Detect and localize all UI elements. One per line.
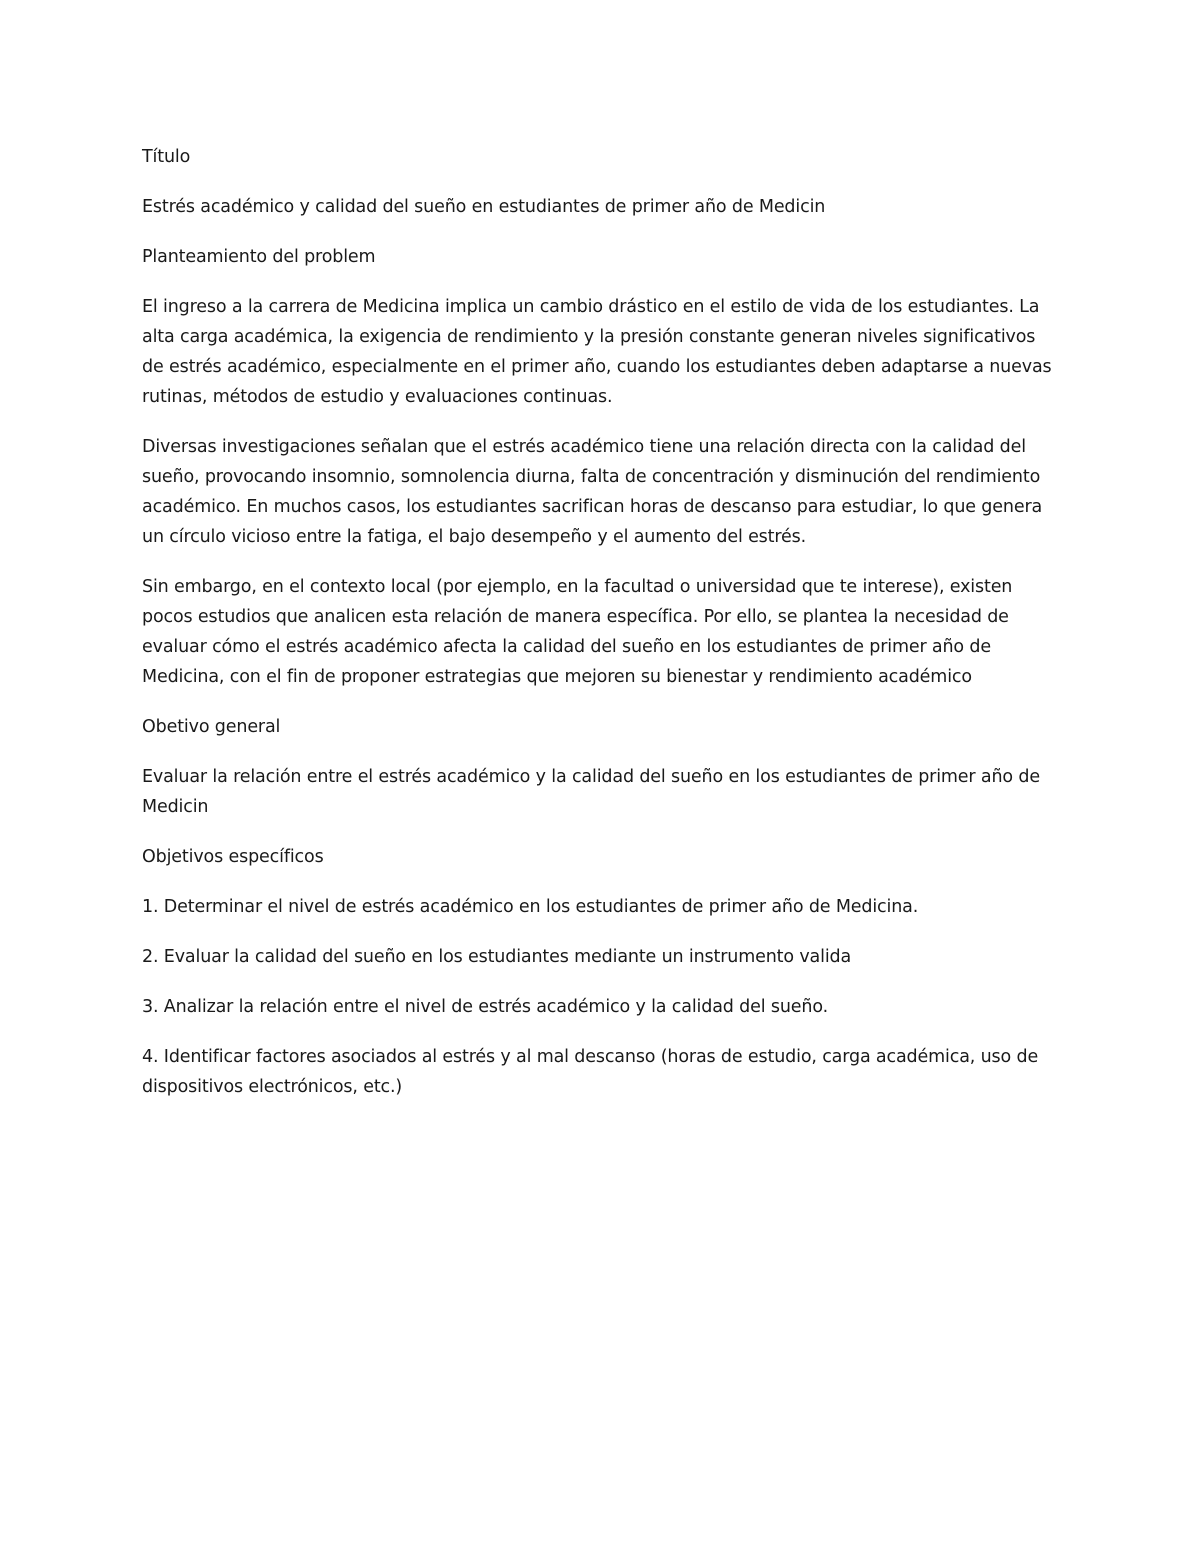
problem-paragraph-2: Diversas investigaciones señalan que el estrés académico tiene una relación directa con la calidad del sueño, provocando insomnio, somnolencia diurna, falta de concentración y disminución del rendimiento académico. En muchos casos, los estudiantes sacrifican horas de descanso para estudiar, lo que genera un círculo vicioso entre la fatiga, el bajo desempeño y el aumento del estrés. — [142, 437, 1043, 547]
specific-objective-item: 2. Evaluar la calidad del sueño en los estudiantes mediante un instrumento valida — [142, 947, 852, 967]
general-objective-text: Evaluar la relación entre el estrés académico y la calidad del sueño en los estudiantes de primer año de Medicin — [142, 767, 1040, 817]
specific-objective-item: 1. Determinar el nivel de estrés académico en los estudiantes de primer año de Medicina. — [142, 897, 919, 917]
specific-objective-item: 4. Identificar factores asociados al estrés y al mal descanso (horas de estudio, carga académica, uso de dispositivos electrónicos, etc.) — [142, 1047, 1039, 1097]
general-objective-heading: Obetivo general — [142, 717, 281, 737]
problem-heading: Planteamiento del problem — [142, 247, 376, 267]
problem-paragraph-1: El ingreso a la carrera de Medicina implica un cambio drástico en el estilo de vida de los estudiantes. La alta carga académica, la exigencia de rendimiento y la presión constante generan niveles significativos de estrés académico, especialmente en el primer año, cuando los estudiantes deben adaptarse a nuevas rutinas, métodos de estudio y evaluaciones continuas. — [142, 297, 1052, 407]
problem-paragraph-3: Sin embargo, en el contexto local (por ejemplo, en la facultad o universidad que te interese), existen pocos estudios que analicen esta relación de manera específica. Por ello, se plantea la necesidad de evaluar cómo el estrés académico afecta la calidad del sueño en los estudiantes de primer año de Medicina, con el fin de proponer estrategias que mejoren su bienestar y rendimiento académico — [142, 577, 1013, 687]
document-body — [142, 142, 1060, 1122]
title-label: Título — [142, 147, 191, 167]
title-text: Estrés académico y calidad del sueño en estudiantes de primer año de Medicin — [142, 197, 826, 217]
specific-objectives-heading: Objetivos específicos — [142, 847, 324, 867]
specific-objective-item: 3. Analizar la relación entre el nivel de estrés académico y la calidad del sueño. — [142, 997, 829, 1017]
